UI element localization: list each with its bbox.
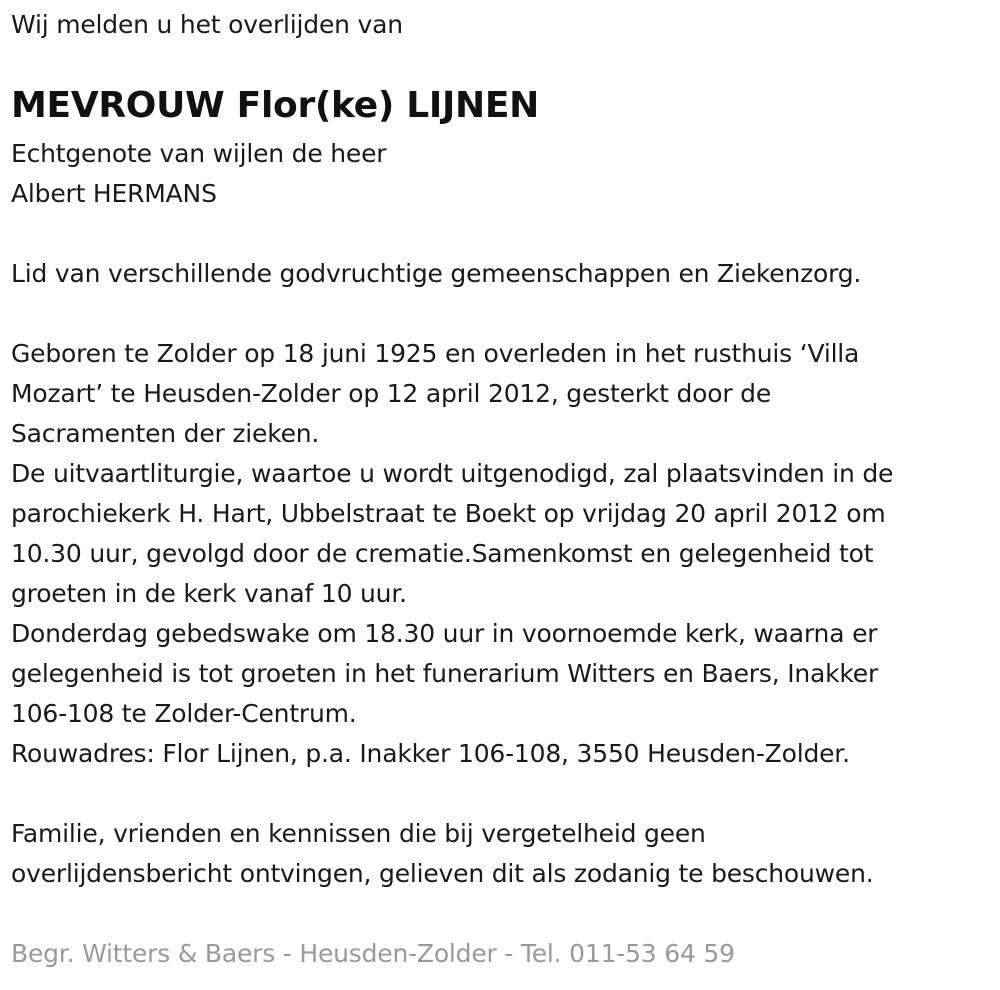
birth-death-line: Mozart’ te Heusden-Zolder op 12 april 2012, gesterkt door de (11, 379, 772, 408)
intro-text: Wij melden u het overlijden van (11, 10, 403, 39)
funeral-line: De uitvaartliturgie, waartoe u wordt uitgenodigd, zal plaatsvinden in de (11, 459, 894, 488)
wake-line: gelegenheid is tot groeten in het funerarium Witters en Baers, Inakker (11, 659, 879, 688)
funeral-line: groeten in de kerk vanaf 10 uur. (11, 579, 407, 608)
membership-text: Lid van verschillende godvruchtige gemeenschappen en Ziekenzorg. (11, 259, 862, 288)
birth-death-line: Geboren te Zolder op 18 juni 1925 en overleden in het rusthuis ‘Villa (11, 339, 860, 368)
closing-line: overlijdensbericht ontvingen, gelieven dit als zodanig te beschouwen. (11, 859, 874, 888)
spouse-block (11, 134, 386, 214)
birth-death-line: Sacramenten der zieken. (11, 419, 320, 448)
spouse-line: Echtgenote van wijlen de heer (11, 139, 387, 168)
membership-block (11, 254, 861, 294)
deceased-name: MEVROUW Flor(ke) LIJNEN (11, 85, 540, 126)
mourning-address-line: Rouwadres: Flor Lijnen, p.a. Inakker 106-108, 3550 Heusden-Zolder. (11, 739, 850, 768)
closing-line: Familie, vrienden en kennissen die bij vergetelheid geen (11, 819, 706, 848)
funeral-line: 10.30 uur, gevolgd door de crematie.Samenkomst en gelegenheid tot (11, 539, 874, 568)
funeral-home-footer: Begr. Witters & Baers - Heusden-Zolder - Tel. 011-53 64 59 (11, 939, 735, 968)
funeral-line: parochiekerk H. Hart, Ubbelstraat te Boekt op vrijdag 20 april 2012 om (11, 499, 886, 528)
details-block (11, 334, 893, 774)
spouse-name: Albert HERMANS (11, 179, 217, 208)
wake-line: 106-108 te Zolder-Centrum. (11, 699, 357, 728)
wake-line: Donderdag gebedswake om 18.30 uur in voornoemde kerk, waarna er (11, 619, 878, 648)
closing-block (11, 814, 874, 894)
